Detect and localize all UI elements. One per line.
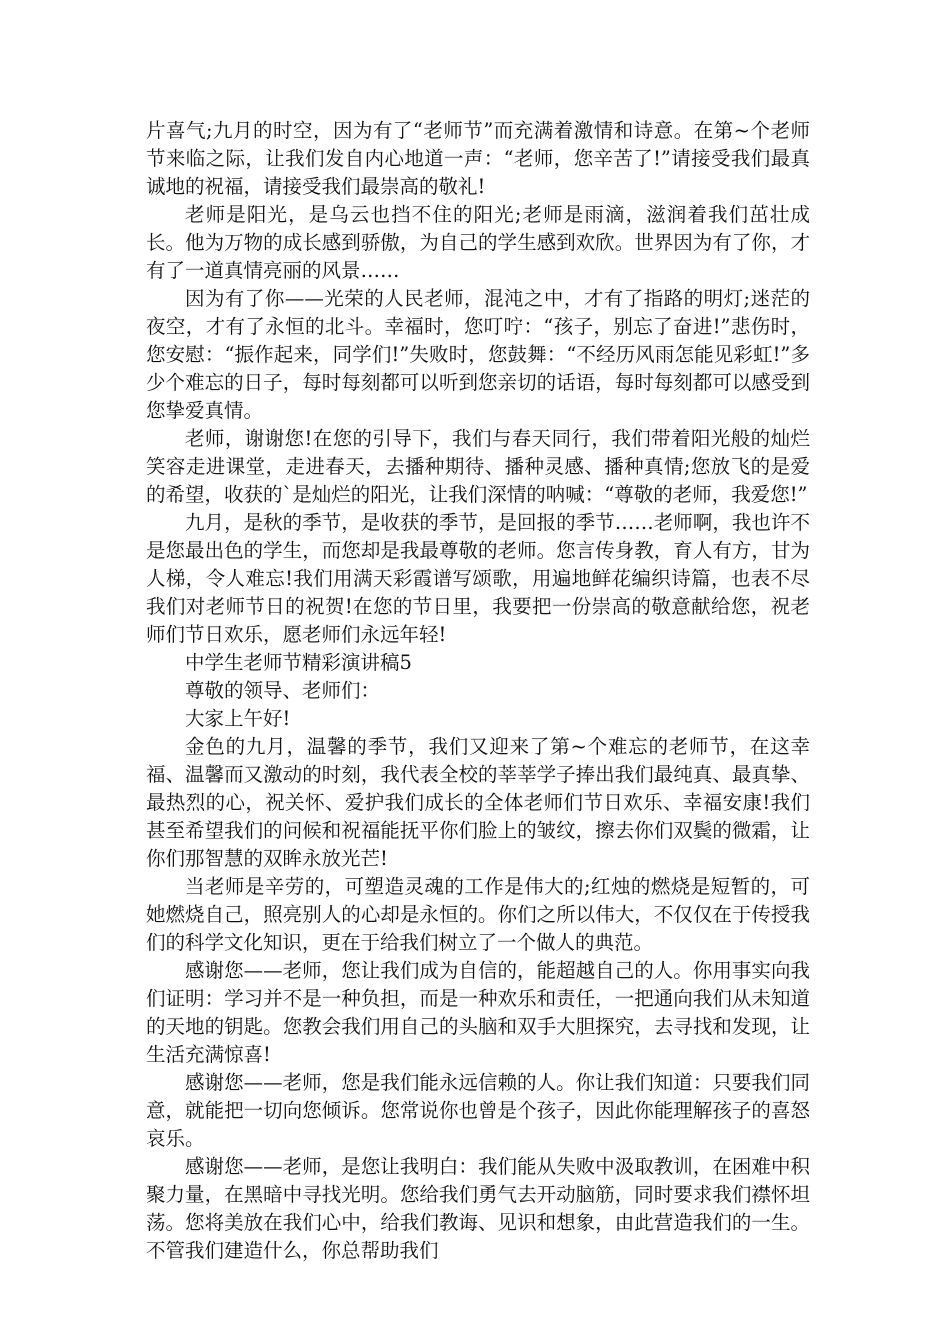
paragraph-1: 片喜气;九月的时空，因为有了“老师节”而充满着激情和诗意。在第~个老师节来临之际，让我们发自内心地道一声：“老师，您辛苦了!”请接受我们最真诚地的祝福，请接受我们最崇高的敬礼!: [146, 119, 810, 198]
paragraph-10: 当老师是辛劳的，可塑造灵魂的工作是伟大的;红烛的燃烧是短暂的，可她燃烧自己，照亮别人的心却是永恒的。你们之所以伟大，不仅仅在于传授我们的科学文化知识，更在于给我们树立了一个做人的典范。: [146, 875, 810, 954]
paragraph-2: 老师是阳光，是乌云也挡不住的阳光;老师是雨滴，滋润着我们茁壮成长。他为万物的成长感到骄傲，为自己的学生感到欢欣。世界因为有了你，才有了一道真情亮丽的风景……: [146, 203, 810, 282]
paragraph-13: 感谢您——老师，是您让我明白：我们能从失败中汲取教训，在困难中积聚力量，在黑暗中寻找光明。您给我们勇气去开动脑筋，同时要求我们襟怀坦荡。您将美放在我们心中，给我们教诲、见识和想象，由此营造我们的一生。不管我们建造什么，你总帮助我们: [146, 1155, 810, 1262]
paragraph-5: 九月，是秋的季节，是收获的季节，是回报的季节……老师啊，我也许不是您最出色的学生，而您却是我最尊敬的老师。您言传身教，育人有方，甘为人梯，令人难忘!我们用满天彩霞谱写颂歌，用遍地鲜花编织诗篇，也表不尽我们对老师节日的祝贺!在您的节日里，我要把一份崇高的敬意献给您，祝老师们节日欢乐，愿老师们永远年轻!: [146, 511, 810, 646]
salutation: 尊敬的领导、老师们：: [185, 679, 381, 702]
document-body: [146, 117, 810, 1265]
paragraph-11: 感谢您——老师，您让我们成为自信的，能超越自己的人。你用事实向我们证明：学习并不是一种负担，而是一种欢乐和责任，一把通向我们从未知道的天地的钥匙。您教会我们用自己的头脑和双手大胆探究，去寻找和发现，让生活充满惊喜!: [146, 959, 810, 1066]
paragraph-9: 金色的九月，温馨的季节，我们又迎来了第~个难忘的老师节，在这幸福、温馨而又激动的时刻，我代表全校的莘莘学子捧出我们最纯真、最真挚、最热烈的心，祝关怀、爱护我们成长的全体老师们节日欢乐、幸福安康!我们甚至希望我们的问候和祝福能抚平你们脸上的皱纹，擦去你们双鬓的微霜，让你们那智慧的双眸永放光芒!: [146, 735, 810, 870]
paragraph-4: 老师，谢谢您!在您的引导下，我们与春天同行，我们带着阳光般的灿烂笑容走进课堂，走进春天，去播种期待、播种灵感、播种真情;您放飞的是爱的希望，收获的`是灿烂的阳光，让我们深情的呐喊：“尊敬的老师，我爱您!”: [146, 427, 810, 506]
greeting: 大家上午好!: [185, 707, 291, 730]
paragraph-3: 因为有了你——光荣的人民老师，混沌之中，才有了指路的明灯;迷茫的夜空，才有了永恒的北斗。幸福时，您叮咛：“孩子，别忘了奋进!”悲伤时，您安慰：“振作起来，同学们!”失败时，您鼓舞：“不经历风雨怎能见彩虹!”多少个难忘的日子，每时每刻都可以听到您亲切的话语，每时每刻都可以感受到您挚爱真情。: [146, 287, 810, 422]
paragraph-12: 感谢您——老师，您是我们能永远信赖的人。你让我们知道：只要我们同意，就能把一切向您倾诉。您常说你也曾是个孩子，因此你能理解孩子的喜怒哀乐。: [146, 1071, 810, 1150]
section-heading: 中学生老师节精彩演讲稿5: [185, 651, 412, 674]
